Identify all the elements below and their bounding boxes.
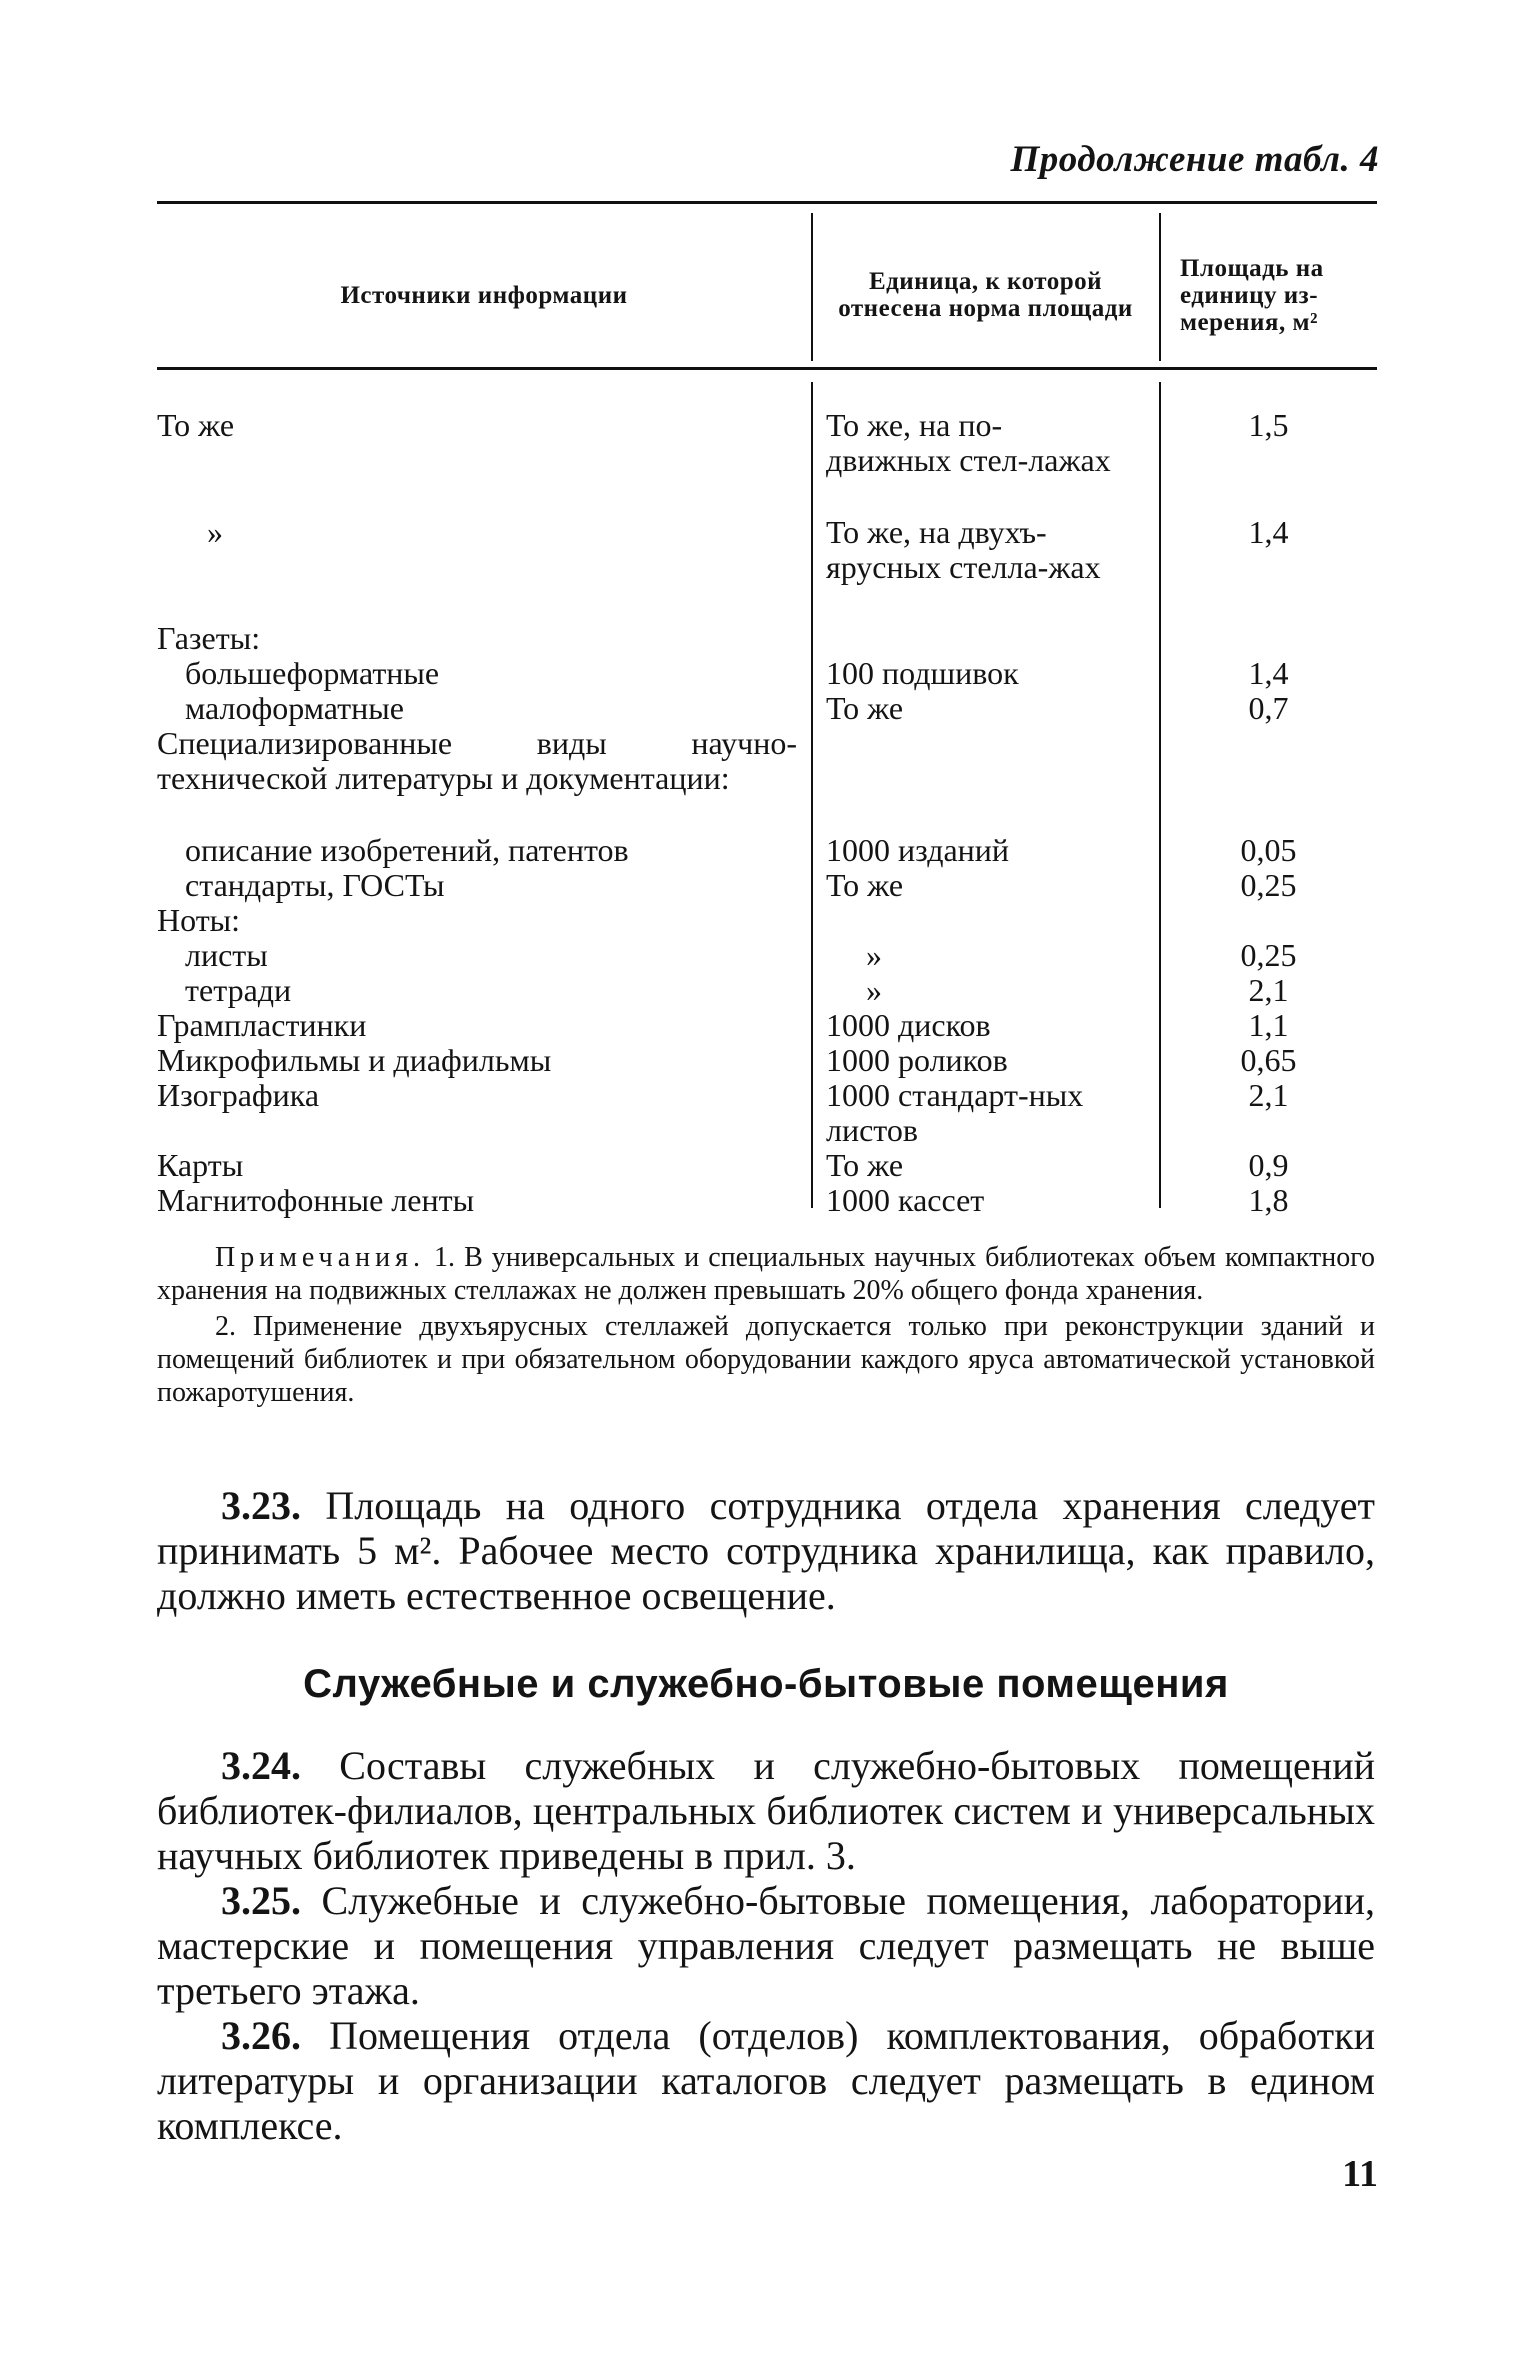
cell-source: тетради bbox=[185, 972, 292, 1008]
cell-source: Специализированные виды научно-технической литературы и документации: bbox=[157, 725, 797, 796]
column-divider bbox=[1159, 213, 1161, 361]
cell-area: 0,25 bbox=[1240, 937, 1297, 973]
cell-unit: 1000 кассет bbox=[826, 1182, 985, 1218]
clause-number: 3.24. bbox=[221, 1743, 301, 1788]
header-source: Источники информации bbox=[340, 281, 628, 309]
cell-area: 0,25 bbox=[1240, 867, 1297, 903]
cell-unit: 1000 изданий bbox=[826, 832, 1010, 868]
cell-unit: 100 подшивок bbox=[826, 655, 1019, 691]
cell-unit: То же, на двухъ-ярусных стелла-жах bbox=[826, 514, 1101, 585]
cell-area: 1,5 bbox=[1248, 407, 1289, 443]
cell-unit: 1000 дисков bbox=[826, 1007, 991, 1043]
cell-source: То же bbox=[157, 407, 235, 443]
cell-area: 2,1 bbox=[1248, 1077, 1289, 1113]
cell-unit: » bbox=[866, 972, 882, 1008]
cell-area: 1,4 bbox=[1248, 655, 1289, 691]
cell-area: 0,9 bbox=[1248, 1147, 1289, 1183]
clause-number: 3.26. bbox=[221, 2013, 301, 2058]
page-number: 11 bbox=[1342, 2153, 1378, 2195]
table-top-rule bbox=[157, 201, 1377, 204]
paragraph-3-24: 3.24. Составы служебных и служебно-бытовых помещений библиотек-филиалов, центральных библиотек систем и универсальных научных библиотек приведены в прил. 3. bbox=[157, 1743, 1376, 1878]
cell-source: » bbox=[207, 514, 223, 550]
cell-source: описание изобретений, патентов bbox=[185, 832, 629, 868]
note-2: 2. Применение двухъярусных стеллажей допускается только при реконструкции зданий и помещений библиотек и при обязательном оборудовании каждого яруса автоматической установкой пожаротушения. bbox=[157, 1311, 1375, 1408]
cell-area: 2,1 bbox=[1248, 972, 1289, 1008]
cell-source: листы bbox=[185, 937, 268, 973]
column-divider bbox=[811, 213, 813, 361]
cell-source: Газеты: bbox=[157, 620, 261, 656]
column-divider bbox=[1159, 382, 1161, 1208]
column-divider bbox=[811, 382, 813, 1208]
header-area: Площадь на единицу из- мерения, м² bbox=[1180, 254, 1324, 336]
cell-unit: То же bbox=[826, 867, 904, 903]
cell-unit: » bbox=[866, 937, 882, 973]
header-unit: Единица, к которой отнесена норма площади bbox=[838, 268, 1133, 322]
cell-unit: 1000 стандарт-ных листов bbox=[826, 1077, 1084, 1148]
section-heading: Служебные и служебно-бытовые помещения bbox=[303, 1662, 1229, 1706]
table-header-rule bbox=[157, 367, 1377, 370]
cell-unit: То же bbox=[826, 690, 904, 726]
cell-unit: То же, на по-движных стел-лажах bbox=[826, 407, 1111, 478]
cell-source: Изографика bbox=[157, 1077, 320, 1113]
cell-source: Карты bbox=[157, 1147, 244, 1183]
cell-area: 1,1 bbox=[1248, 1007, 1289, 1043]
cell-source: Магнитофонные ленты bbox=[157, 1182, 475, 1218]
table-continuation-label: Продолжение табл. 4 bbox=[1010, 139, 1379, 180]
cell-source: большеформатные bbox=[185, 655, 440, 691]
cell-area: 0,05 bbox=[1240, 832, 1297, 868]
cell-source: Микрофильмы и диафильмы bbox=[157, 1042, 552, 1078]
note-1: Примечания. 1. В универсальных и специальных научных библиотеках объем компактного хранения на подвижных стеллажах не должен превышать 20% общего фонда хранения. bbox=[157, 1242, 1376, 1306]
notes-label: Примечания. bbox=[215, 1242, 426, 1273]
cell-source: стандарты, ГОСТы bbox=[185, 867, 445, 903]
table-notes bbox=[157, 1241, 1375, 1409]
cell-area: 1,4 bbox=[1248, 514, 1289, 550]
cell-unit: То же bbox=[826, 1147, 904, 1183]
cell-source: Ноты: bbox=[157, 902, 241, 938]
clause-number: 3.23. bbox=[221, 1483, 301, 1528]
paragraph-3-26: 3.26. Помещения отдела (отделов) комплектования, обработки литературы и организации каталогов следует размещать в едином комплексе. bbox=[157, 2013, 1376, 2148]
paragraph-3-23: 3.23. Площадь на одного сотрудника отдела хранения следует принимать 5 м². Рабочее место сотрудника хранилища, как правило, должно иметь естественное освещение. bbox=[157, 1483, 1376, 1618]
cell-source: малоформатные bbox=[185, 690, 404, 726]
cell-unit: 1000 роликов bbox=[826, 1042, 1008, 1078]
clause-number: 3.25. bbox=[221, 1878, 301, 1923]
paragraph-3-25: 3.25. Служебные и служебно-бытовые помещения, лаборатории, мастерские и помещения управления следует размещать не выше третьего этажа. bbox=[157, 1878, 1376, 2013]
cell-area: 0,65 bbox=[1240, 1042, 1297, 1078]
cell-area: 1,8 bbox=[1248, 1182, 1289, 1218]
cell-source: Грампластинки bbox=[157, 1007, 367, 1043]
cell-area: 0,7 bbox=[1248, 690, 1289, 726]
